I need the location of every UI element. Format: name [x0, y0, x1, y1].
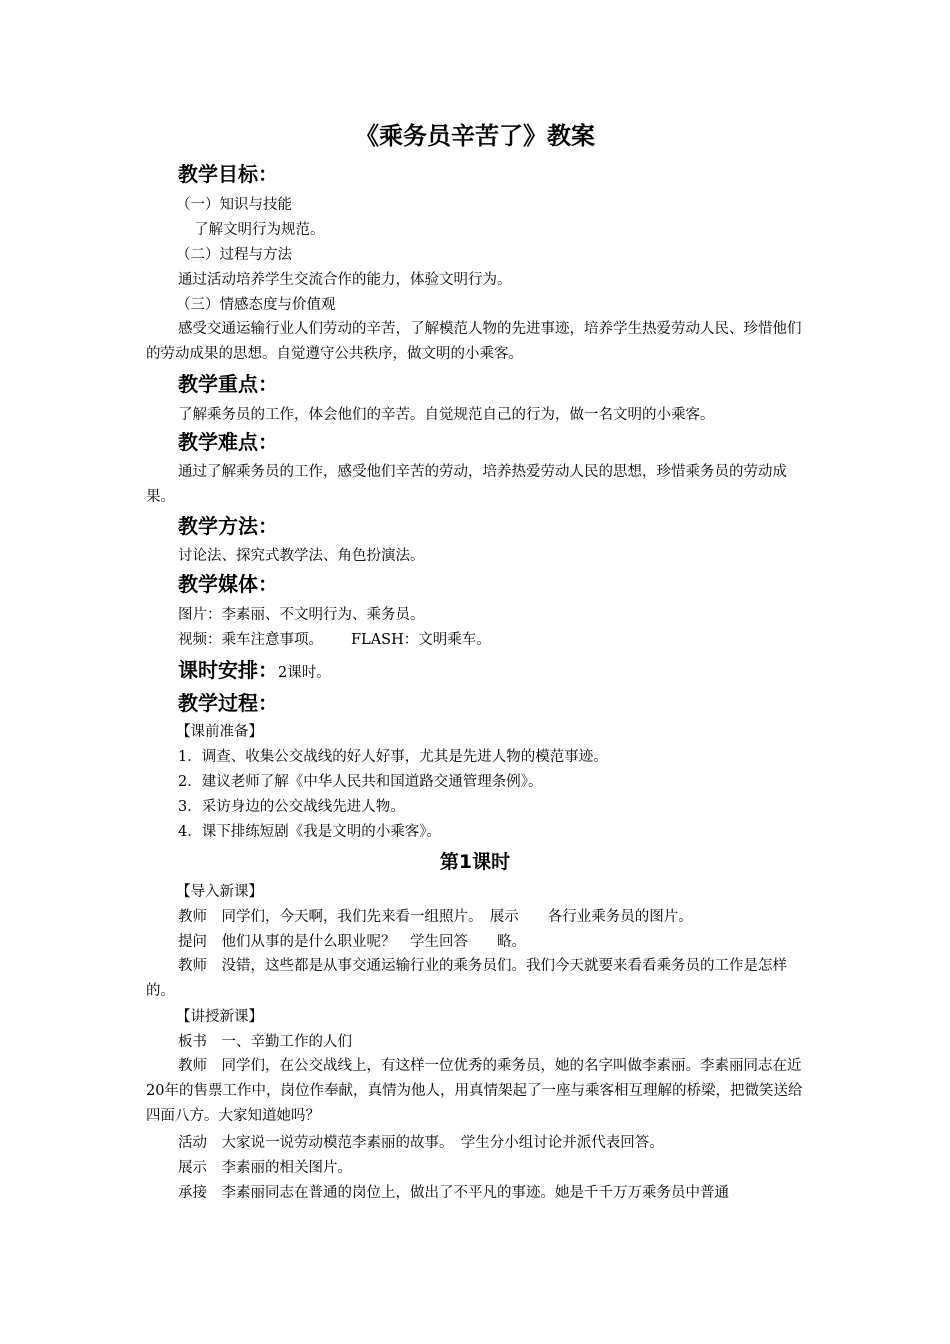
teach-heading: 【讲授新课】	[176, 1009, 263, 1025]
schedule-heading: 课时安排：	[178, 658, 278, 682]
knowledge-text: 了解文明行为规范。	[194, 222, 325, 238]
key-points-heading: 教学重点：	[178, 372, 278, 396]
prep-item: 3．采访身边的公交战线先进人物。	[178, 799, 405, 815]
knowledge-title: （一）知识与技能	[176, 197, 292, 213]
media-flash: FLASH：文明乘车。	[351, 632, 491, 648]
document-title: 《乘务员辛苦了》教案	[355, 122, 595, 150]
process-heading: 教学过程：	[178, 691, 278, 715]
prep-item: 4．课下排练短剧《我是文明的小乘客》。	[178, 824, 441, 840]
media-images: 图片：李素丽、不文明行为、乘务员。	[178, 607, 425, 623]
prep-item: 2．建议老师了解《中华人民共和国道路交通管理条例》。	[178, 774, 543, 790]
intro-line-3: 教师 没错，这些都是从事交通运输行业的乘务员们。我们今天就要来看看乘务员的工作是怎样的。	[146, 958, 787, 999]
prep-item: 1．调查、收集公交战线的好人好事，尤其是先进人物的模范事迹。	[178, 749, 608, 765]
board-line: 板书 一、辛勤工作的人们	[178, 1034, 352, 1050]
intro-line-2: 提问 他们从事的是什么职业呢？ 学生回答 略。	[178, 934, 526, 950]
objectives-heading: 教学目标：	[178, 162, 278, 186]
intro-line-1: 教师 同学们，今天啊，我们先来看一组照片。 展示 各行业乘务员的图片。	[178, 909, 693, 925]
difficulties-text: 通过了解乘务员的工作，感受他们辛苦的劳动，培养热爱劳动人民的思想，珍惜乘务员的劳动成果。	[146, 464, 787, 505]
methods-text: 讨论法、探究式教学法、角色扮演法。	[178, 548, 425, 564]
schedule-line	[178, 656, 331, 687]
process-title: （二）过程与方法	[176, 247, 292, 263]
emotion-title: （三）情感态度与价值观	[176, 297, 336, 313]
media-heading: 教学媒体：	[178, 572, 278, 596]
media-video: 视频：乘车注意事项。	[178, 632, 323, 648]
methods-heading: 教学方法：	[178, 514, 278, 538]
continue-line: 承接 李素丽同志在普通的岗位上，做出了不平凡的事迹。她是千千万万乘务员中普通	[178, 1185, 729, 1201]
difficulties-heading: 教学难点：	[178, 430, 278, 454]
lesson-heading: 第1课时	[439, 851, 511, 873]
key-points-text: 了解乘务员的工作，体会他们的辛苦。自觉规范自己的行为，做一名文明的小乘客。	[178, 407, 715, 423]
schedule-value: 2课时。	[278, 665, 331, 681]
activity-line: 活动 大家说一说劳动模范李素丽的故事。 学生分小组讨论并派代表回答。	[178, 1135, 664, 1151]
process-text: 通过活动培养学生交流合作的能力，体验文明行为。	[178, 272, 512, 288]
show-line: 展示 李素丽的相关图片。	[178, 1160, 352, 1176]
intro-heading: 【导入新课】	[176, 884, 263, 900]
prep-heading: 【课前准备】	[176, 724, 263, 740]
emotion-text: 感受交通运输行业人们劳动的辛苦，了解模范人物的先进事迹，培养学生热爱劳动人民、珍惜他们的劳动成果的思想。自觉遵守公共秩序，做文明的小乘客。	[146, 321, 802, 362]
media-video-line	[178, 629, 491, 651]
teacher-paragraph: 教师 同学们，在公交战线上，有这样一位优秀的乘务员，她的名字叫做李素丽。李素丽同志在近20年的售票工作中，岗位作奉献，真情为他人，用真情架起了一座与乘客相互理解的桥梁，把微笑送给四面八方。大家知道她吗？	[146, 1058, 803, 1124]
